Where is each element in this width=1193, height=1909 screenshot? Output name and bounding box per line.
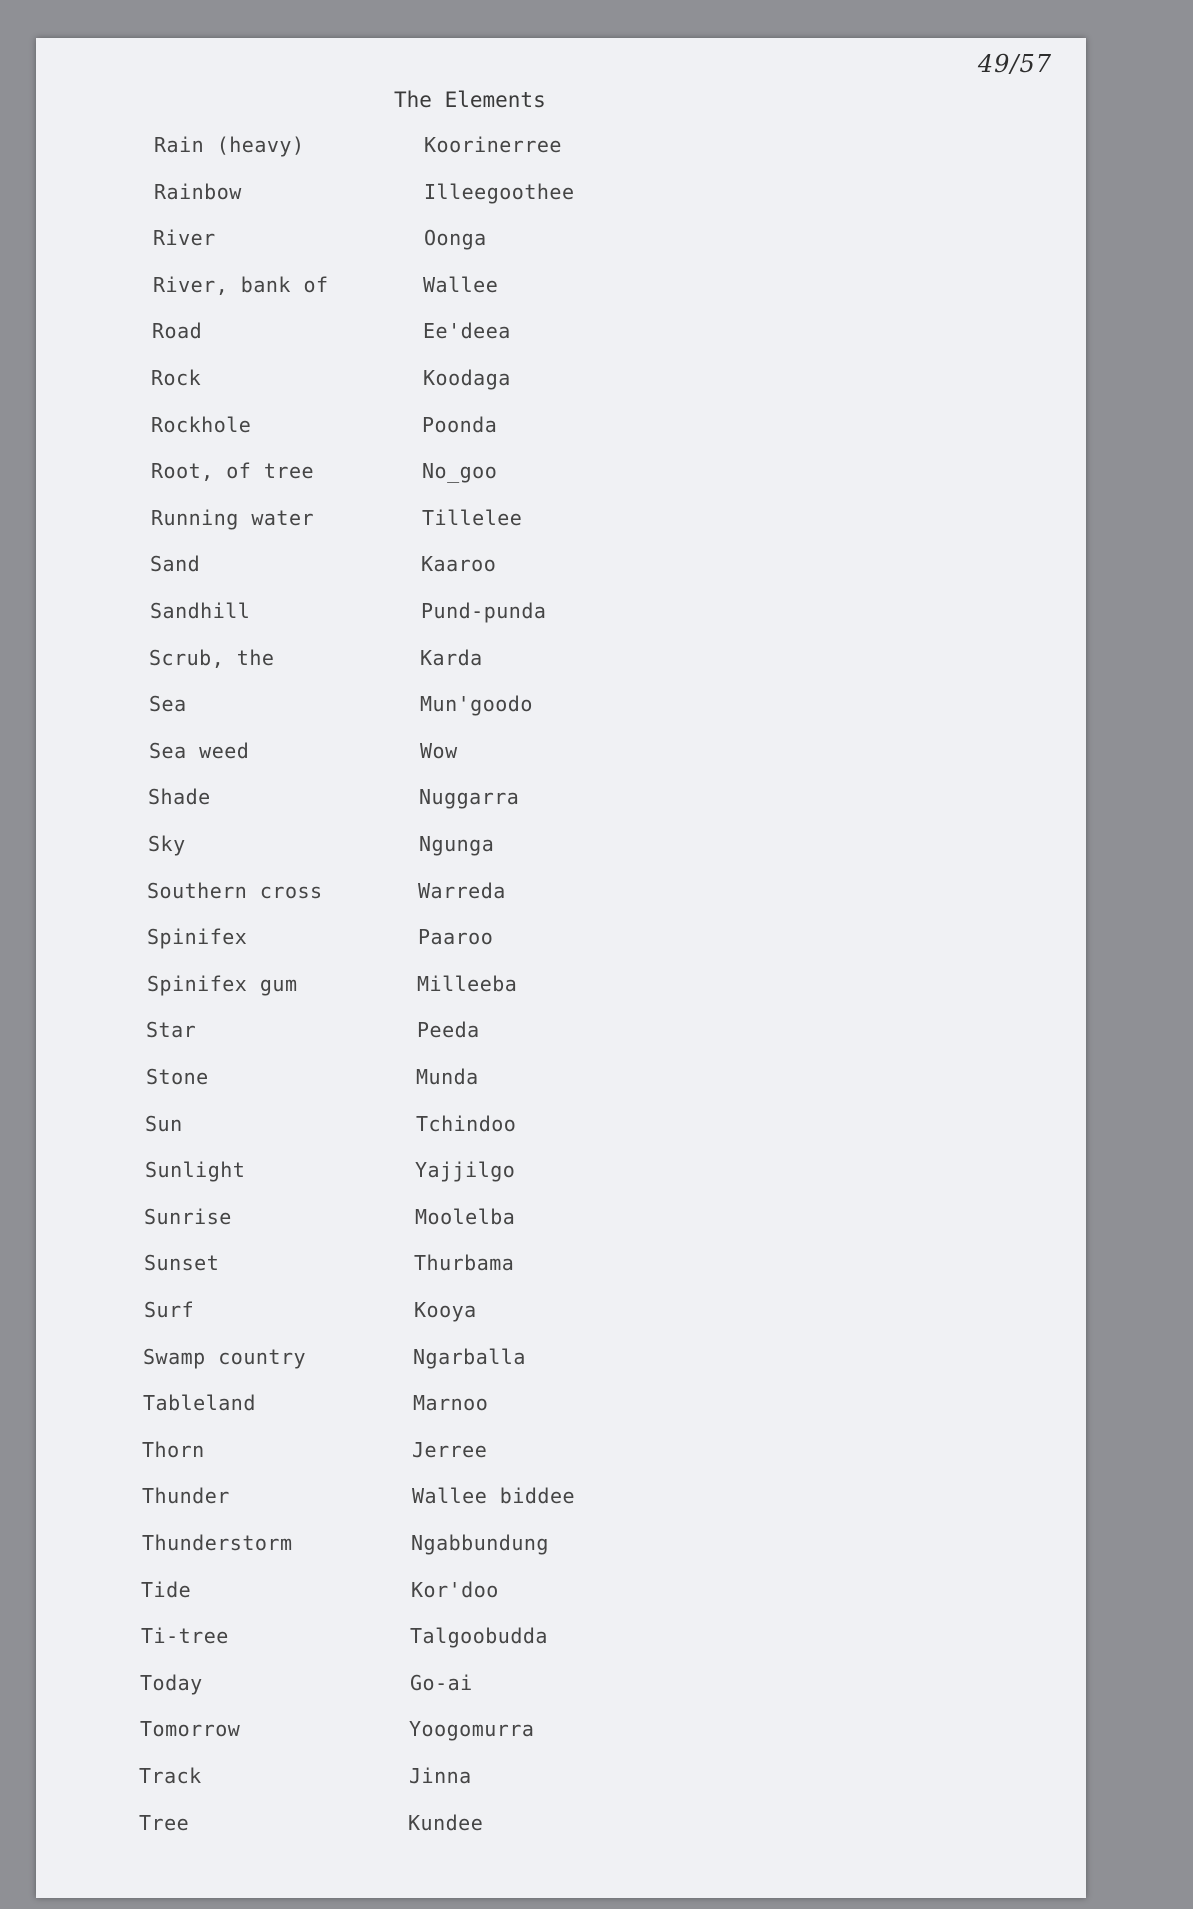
english-term: Spinifex <box>147 925 248 949</box>
english-term: Thunder <box>142 1484 230 1508</box>
english-term: Star <box>146 1018 197 1042</box>
english-term: Rockhole <box>151 413 252 437</box>
english-term: Scrub, the <box>149 646 275 670</box>
native-term: Go-ai <box>410 1671 473 1695</box>
native-term: Thurbama <box>414 1251 515 1275</box>
native-term: Milleeba <box>417 972 518 996</box>
english-term: Southern cross <box>147 879 323 903</box>
native-term: Wallee <box>423 273 499 297</box>
page-title: The Elements <box>394 88 546 112</box>
native-term: Paaroo <box>418 925 494 949</box>
native-term: Kundee <box>408 1811 484 1835</box>
english-term: Root, of tree <box>151 459 315 483</box>
english-term: Thorn <box>142 1438 205 1462</box>
native-term: Ngarballa <box>413 1345 526 1369</box>
native-term: Peeda <box>417 1018 480 1042</box>
english-term: Sea weed <box>149 739 250 763</box>
english-term: Rock <box>151 366 202 390</box>
english-term: Sand <box>150 552 201 576</box>
native-term: Ee'deea <box>423 319 511 343</box>
document-page <box>36 38 1086 1898</box>
native-term: Illeegoothee <box>424 180 575 204</box>
native-term: Moolelba <box>415 1205 516 1229</box>
native-term: Ngabbundung <box>411 1531 549 1555</box>
native-term: Karda <box>420 646 483 670</box>
native-term: Warreda <box>418 879 506 903</box>
native-term: Yoogomurra <box>409 1717 535 1741</box>
english-term: Sea <box>149 692 187 716</box>
english-term: River, bank of <box>153 273 329 297</box>
page-number: 49/57 <box>977 50 1052 78</box>
english-term: Rainbow <box>154 180 242 204</box>
native-term: Ngunga <box>419 832 495 856</box>
english-term: Rain (heavy) <box>154 133 305 157</box>
native-term: Koodaga <box>423 366 511 390</box>
english-term: Stone <box>146 1065 209 1089</box>
english-term: Sunset <box>144 1251 220 1275</box>
english-term: Swamp country <box>143 1345 307 1369</box>
english-term: Sky <box>148 832 186 856</box>
english-term: Sun <box>145 1112 183 1136</box>
native-term: Kor'doo <box>411 1578 499 1602</box>
english-term: River <box>153 226 216 250</box>
english-term: Shade <box>148 785 211 809</box>
native-term: Wallee biddee <box>412 1484 576 1508</box>
english-term: Sunlight <box>145 1158 246 1182</box>
native-term: Kaaroo <box>421 552 497 576</box>
native-term: Koorinerree <box>424 133 562 157</box>
native-term: Tillelee <box>422 506 523 530</box>
native-term: Jerree <box>412 1438 488 1462</box>
native-term: Marnoo <box>413 1391 489 1415</box>
english-term: Surf <box>144 1298 195 1322</box>
english-term: Ti-tree <box>141 1624 229 1648</box>
english-term: Sunrise <box>144 1205 232 1229</box>
native-term: Pund-punda <box>421 599 547 623</box>
native-term: Poonda <box>422 413 498 437</box>
native-term: Nuggarra <box>419 785 520 809</box>
english-term: Road <box>152 319 203 343</box>
native-term: Tchindoo <box>416 1112 517 1136</box>
native-term: Oonga <box>424 226 487 250</box>
native-term: No_goo <box>422 459 498 483</box>
native-term: Jinna <box>409 1764 472 1788</box>
native-term: Kooya <box>414 1298 477 1322</box>
english-term: Tableland <box>143 1391 256 1415</box>
native-term: Munda <box>416 1065 479 1089</box>
native-term: Talgoobudda <box>410 1624 548 1648</box>
english-term: Running water <box>151 506 315 530</box>
english-term: Tree <box>139 1811 190 1835</box>
english-term: Tide <box>141 1578 192 1602</box>
native-term: Mun'goodo <box>420 692 533 716</box>
english-term: Today <box>140 1671 203 1695</box>
english-term: Thunderstorm <box>142 1531 293 1555</box>
english-term: Track <box>139 1764 202 1788</box>
english-term: Sandhill <box>150 599 251 623</box>
english-term: Spinifex gum <box>147 972 298 996</box>
native-term: Yajjilgo <box>415 1158 516 1182</box>
native-term: Wow <box>420 739 458 763</box>
english-term: Tomorrow <box>140 1717 241 1741</box>
